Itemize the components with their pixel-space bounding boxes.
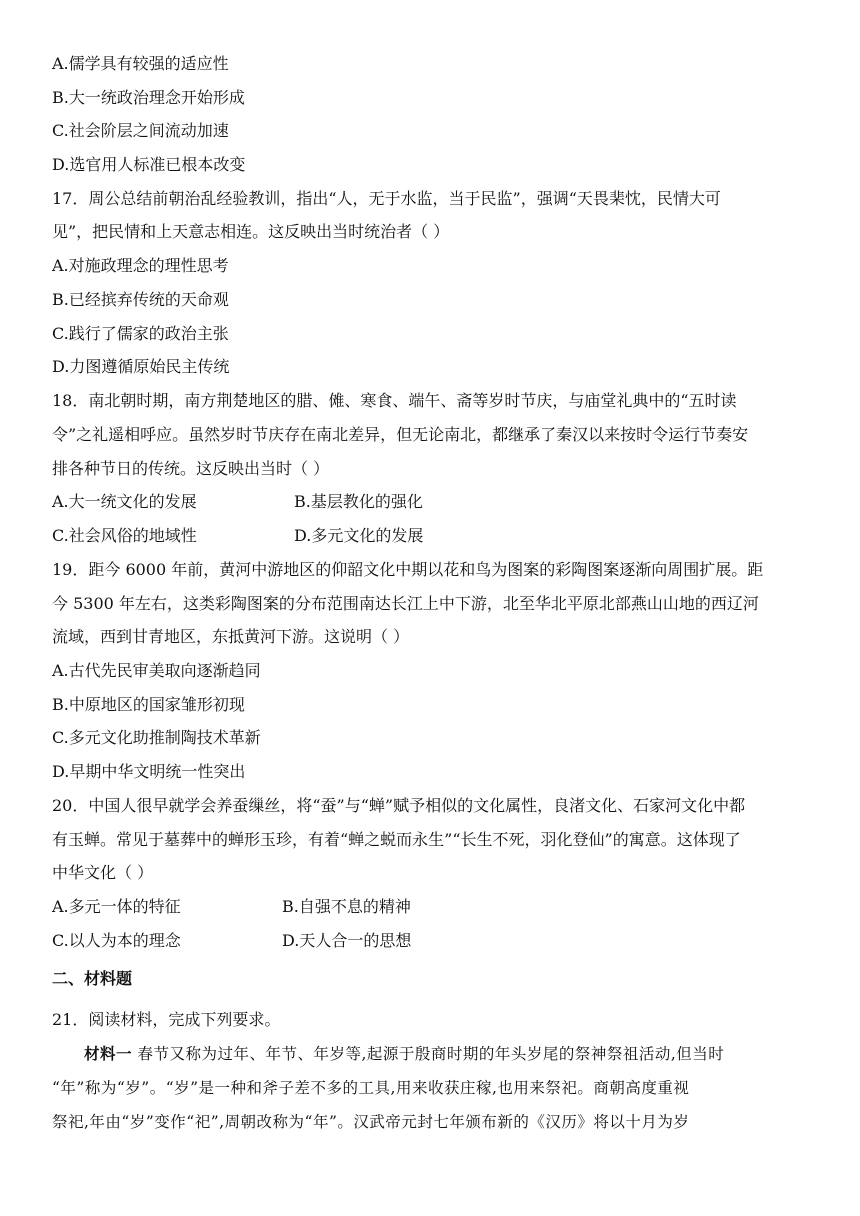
q17-option-c: C.践行了儒家的政治主张 xyxy=(52,324,229,343)
q20-stem-line-1: 20．中国人很早就学会养蚕缫丝，将“蚕”与“蝉”赋予相似的文化属性，良渚文化、石家河文化中都 xyxy=(52,796,746,815)
q18-option-b: B.基层教化的强化 xyxy=(294,492,423,511)
q18-stem-line-1: 18．南北朝时期，南方荆楚地区的腊、傩、寒食、端午、斋等岁时节庆，与庙堂礼典中的“五时读 xyxy=(52,391,737,410)
material-text-start: 春节又称为过年、年节、年岁等,起源于殷商时期的年头岁尾的祭神祭祖活动,但当时 xyxy=(132,1045,725,1063)
q19-option-a: A.古代先民审美取向逐渐趋同 xyxy=(52,661,261,680)
q18-options-row-2 xyxy=(52,524,816,548)
q17-option-b: B.已经摈弃传统的天命观 xyxy=(52,290,229,309)
q16-option-a: A.儒学具有较强的适应性 xyxy=(52,54,229,73)
q19-option-d: D.早期中华文明统一性突出 xyxy=(52,762,246,781)
q21-material-1-line-1 xyxy=(52,1042,816,1066)
q20-options-row-2 xyxy=(52,929,816,953)
q20-option-b: B.自强不息的精神 xyxy=(282,897,411,916)
q16-option-c: C.社会阶层之间流动加速 xyxy=(52,121,229,140)
q21-material-1-line-3: 祭祀,年由“岁”变作“祀”,周朝改称为“年”。汉武帝元封七年颁布新的《汉历》将以十月为岁 xyxy=(52,1113,690,1131)
q17-option-d: D.力图遵循原始民主传统 xyxy=(52,357,230,376)
q20-stem-line-2: 有玉蝉。常见于墓葬中的蝉形玉珍，有着“蝉之蜕而永生”“长生不死，羽化登仙”的寓意。这体现了 xyxy=(52,830,741,849)
q20-option-d: D.天人合一的思想 xyxy=(282,931,412,950)
q21-material-1-line-2: “年”称为“岁”。“岁”是一种和斧子差不多的工具,用来收获庄稼,也用来祭祀。商朝高度重视 xyxy=(52,1079,690,1097)
q17-stem-line-1: 17．周公总结前朝治乱经验教训，指出“人，无于水监，当于民监”，强调“天畏棐忱，民情大可 xyxy=(52,189,721,208)
q18-option-a: A.大一统文化的发展 xyxy=(52,492,197,511)
q20-option-c: C.以人为本的理念 xyxy=(52,931,181,950)
q19-option-c: C.多元文化助推制陶技术革新 xyxy=(52,728,261,747)
q19-stem-line-3: 流域，西到甘青地区，东抵黄河下游。这说明（ ） xyxy=(52,627,410,646)
q20-option-a: A.多元一体的特征 xyxy=(52,897,181,916)
q19-option-b: B.中原地区的国家雏形初现 xyxy=(52,695,245,714)
q18-options-row-1 xyxy=(52,490,816,514)
q21-stem: 21．阅读材料，完成下列要求。 xyxy=(52,1010,281,1029)
material-label: 材料一 xyxy=(84,1044,133,1063)
q16-option-d: D.选官用人标准已根本改变 xyxy=(52,155,246,174)
q18-stem-line-3: 排各种节日的传统。这反映出当时（ ） xyxy=(52,459,330,478)
q17-stem-line-2: 见”，把民情和上天意志相连。这反映出当时统治者（ ） xyxy=(52,222,450,241)
q20-stem-line-3: 中华文化（ ） xyxy=(52,863,154,882)
q17-option-a: A.对施政理念的理性思考 xyxy=(52,256,229,275)
q16-option-b: B.大一统政治理念开始形成 xyxy=(52,88,245,107)
q19-stem-line-1: 19．距今 6000 年前，黄河中游地区的仰韶文化中期以花和鸟为图案的彩陶图案逐渐向周围扩展。距 xyxy=(52,560,764,579)
q18-option-c: C.社会风俗的地域性 xyxy=(52,526,197,545)
q20-options-row-1 xyxy=(52,895,816,919)
q18-option-d: D.多元文化的发展 xyxy=(294,526,424,545)
q19-stem-line-2: 今 5300 年左右，这类彩陶图案的分布范围南达长江上中下游，北至华北平原北部燕山山地的西辽河 xyxy=(52,594,759,613)
q18-stem-line-2: 令”之礼遥相呼应。虽然岁时节庆存在南北差异，但无论南北，都继承了秦汉以来按时令运行节奏安 xyxy=(52,425,749,444)
section-title: 二、材料题 xyxy=(52,969,133,988)
